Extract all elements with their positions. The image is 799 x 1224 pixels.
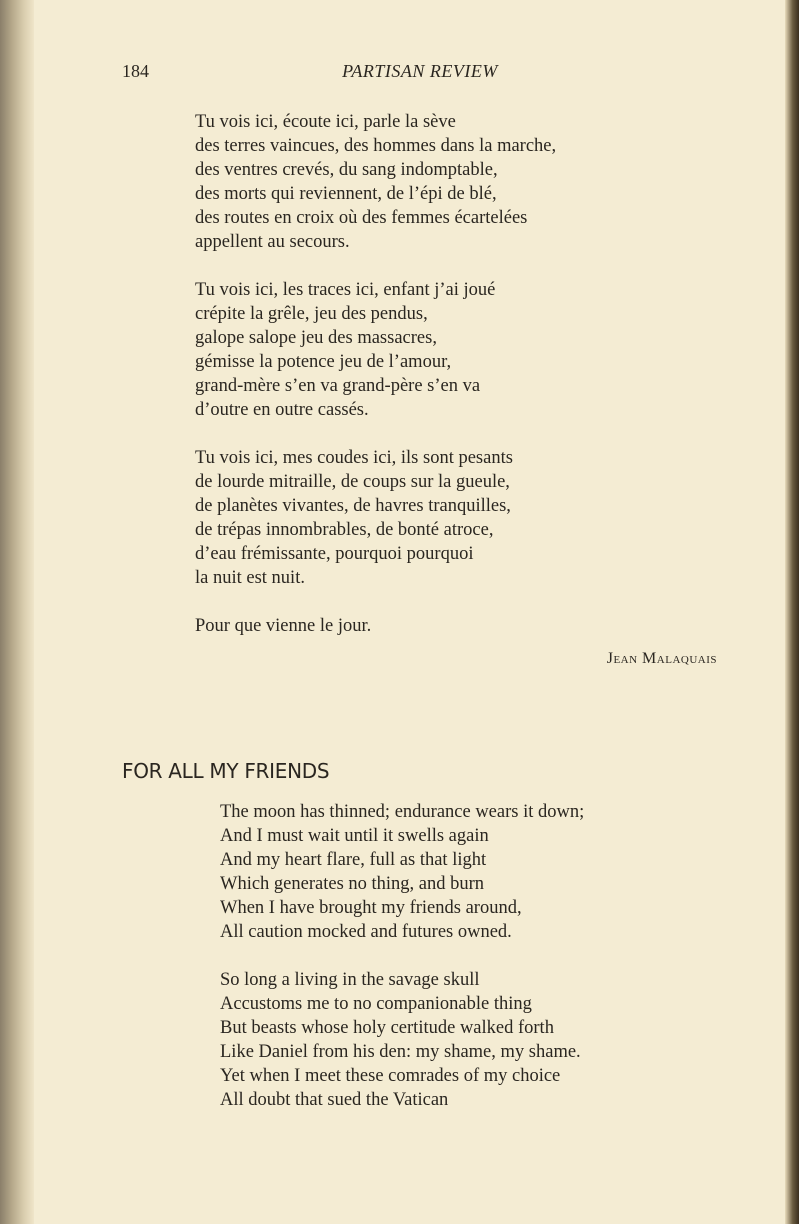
poem-line: Pour que vienne le jour. xyxy=(195,616,372,636)
poem-line: And my heart flare, full as that light xyxy=(220,850,487,870)
poem-for-all-my-friends xyxy=(220,800,584,1112)
poem-line: So long a living in the savage skull xyxy=(220,970,480,990)
poem-line: crépite la grêle, jeu des pendus, xyxy=(195,304,428,324)
poem-line: gémisse la potence jeu de l’amour, xyxy=(195,352,452,372)
poem-line: de lourde mitraille, de coups sur la gueule, xyxy=(195,472,510,492)
poem-line: Tu vois ici, mes coudes ici, ils sont pesants xyxy=(195,448,513,468)
poem-line: Tu vois ici, les traces ici, enfant j’ai joué xyxy=(195,280,496,300)
poem-line: galope salope jeu des massacres, xyxy=(195,328,437,348)
poem-line: d’eau frémissante, pourquoi pourquoi xyxy=(195,544,474,564)
page-right-edge xyxy=(785,0,799,1224)
poem-line: des ventres crevés, du sang indomptable, xyxy=(195,160,498,180)
poem-line: All doubt that sued the Vatican xyxy=(220,1090,449,1110)
book-gutter-edge xyxy=(0,0,34,1224)
stanza-break xyxy=(195,422,556,446)
poem-line: d’outre en outre cassés. xyxy=(195,400,369,420)
running-head: PARTISAN REVIEW xyxy=(342,61,498,81)
poem-line: de planètes vivantes, de havres tranquilles, xyxy=(195,496,511,516)
poem-line: Which generates no thing, and burn xyxy=(220,874,485,894)
poem-line: Yet when I meet these comrades of my choice xyxy=(220,1066,561,1086)
poem-line: But beasts whose holy certitude walked forth xyxy=(220,1018,554,1038)
poem-line: When I have brought my friends around, xyxy=(220,898,522,918)
poem-line: The moon has thinned; endurance wears it down; xyxy=(220,802,585,822)
poem-line: All caution mocked and futures owned. xyxy=(220,922,512,942)
poem-line: Like Daniel from his den: my shame, my shame. xyxy=(220,1042,581,1062)
poem-line: de trépas innombrables, de bonté atroce, xyxy=(195,520,494,540)
poem-line: grand-mère s’en va grand-père s’en va xyxy=(195,376,481,396)
poem-line: Tu vois ici, écoute ici, parle la sève xyxy=(195,112,456,132)
stanza-break xyxy=(220,944,584,968)
poem-title: FOR ALL MY FRIENDS xyxy=(122,759,330,783)
poem-line: And I must wait until it swells again xyxy=(220,826,489,846)
poem-line: des morts qui reviennent, de l’épi de blé, xyxy=(195,184,497,204)
stanza-break xyxy=(195,254,556,278)
poem-line: appellent au secours. xyxy=(195,232,350,252)
stanza-break xyxy=(195,590,556,614)
poem-line: la nuit est nuit. xyxy=(195,568,305,588)
poem-line: des routes en croix où des femmes écartelées xyxy=(195,208,528,228)
poem-french xyxy=(195,110,556,638)
poem-line: Accustoms me to no companionable thing xyxy=(220,994,532,1014)
poem-line: des terres vaincues, des hommes dans la marche, xyxy=(195,136,557,156)
author-signature: Jean Malaquais xyxy=(606,650,717,667)
page-number: 184 xyxy=(122,61,149,81)
